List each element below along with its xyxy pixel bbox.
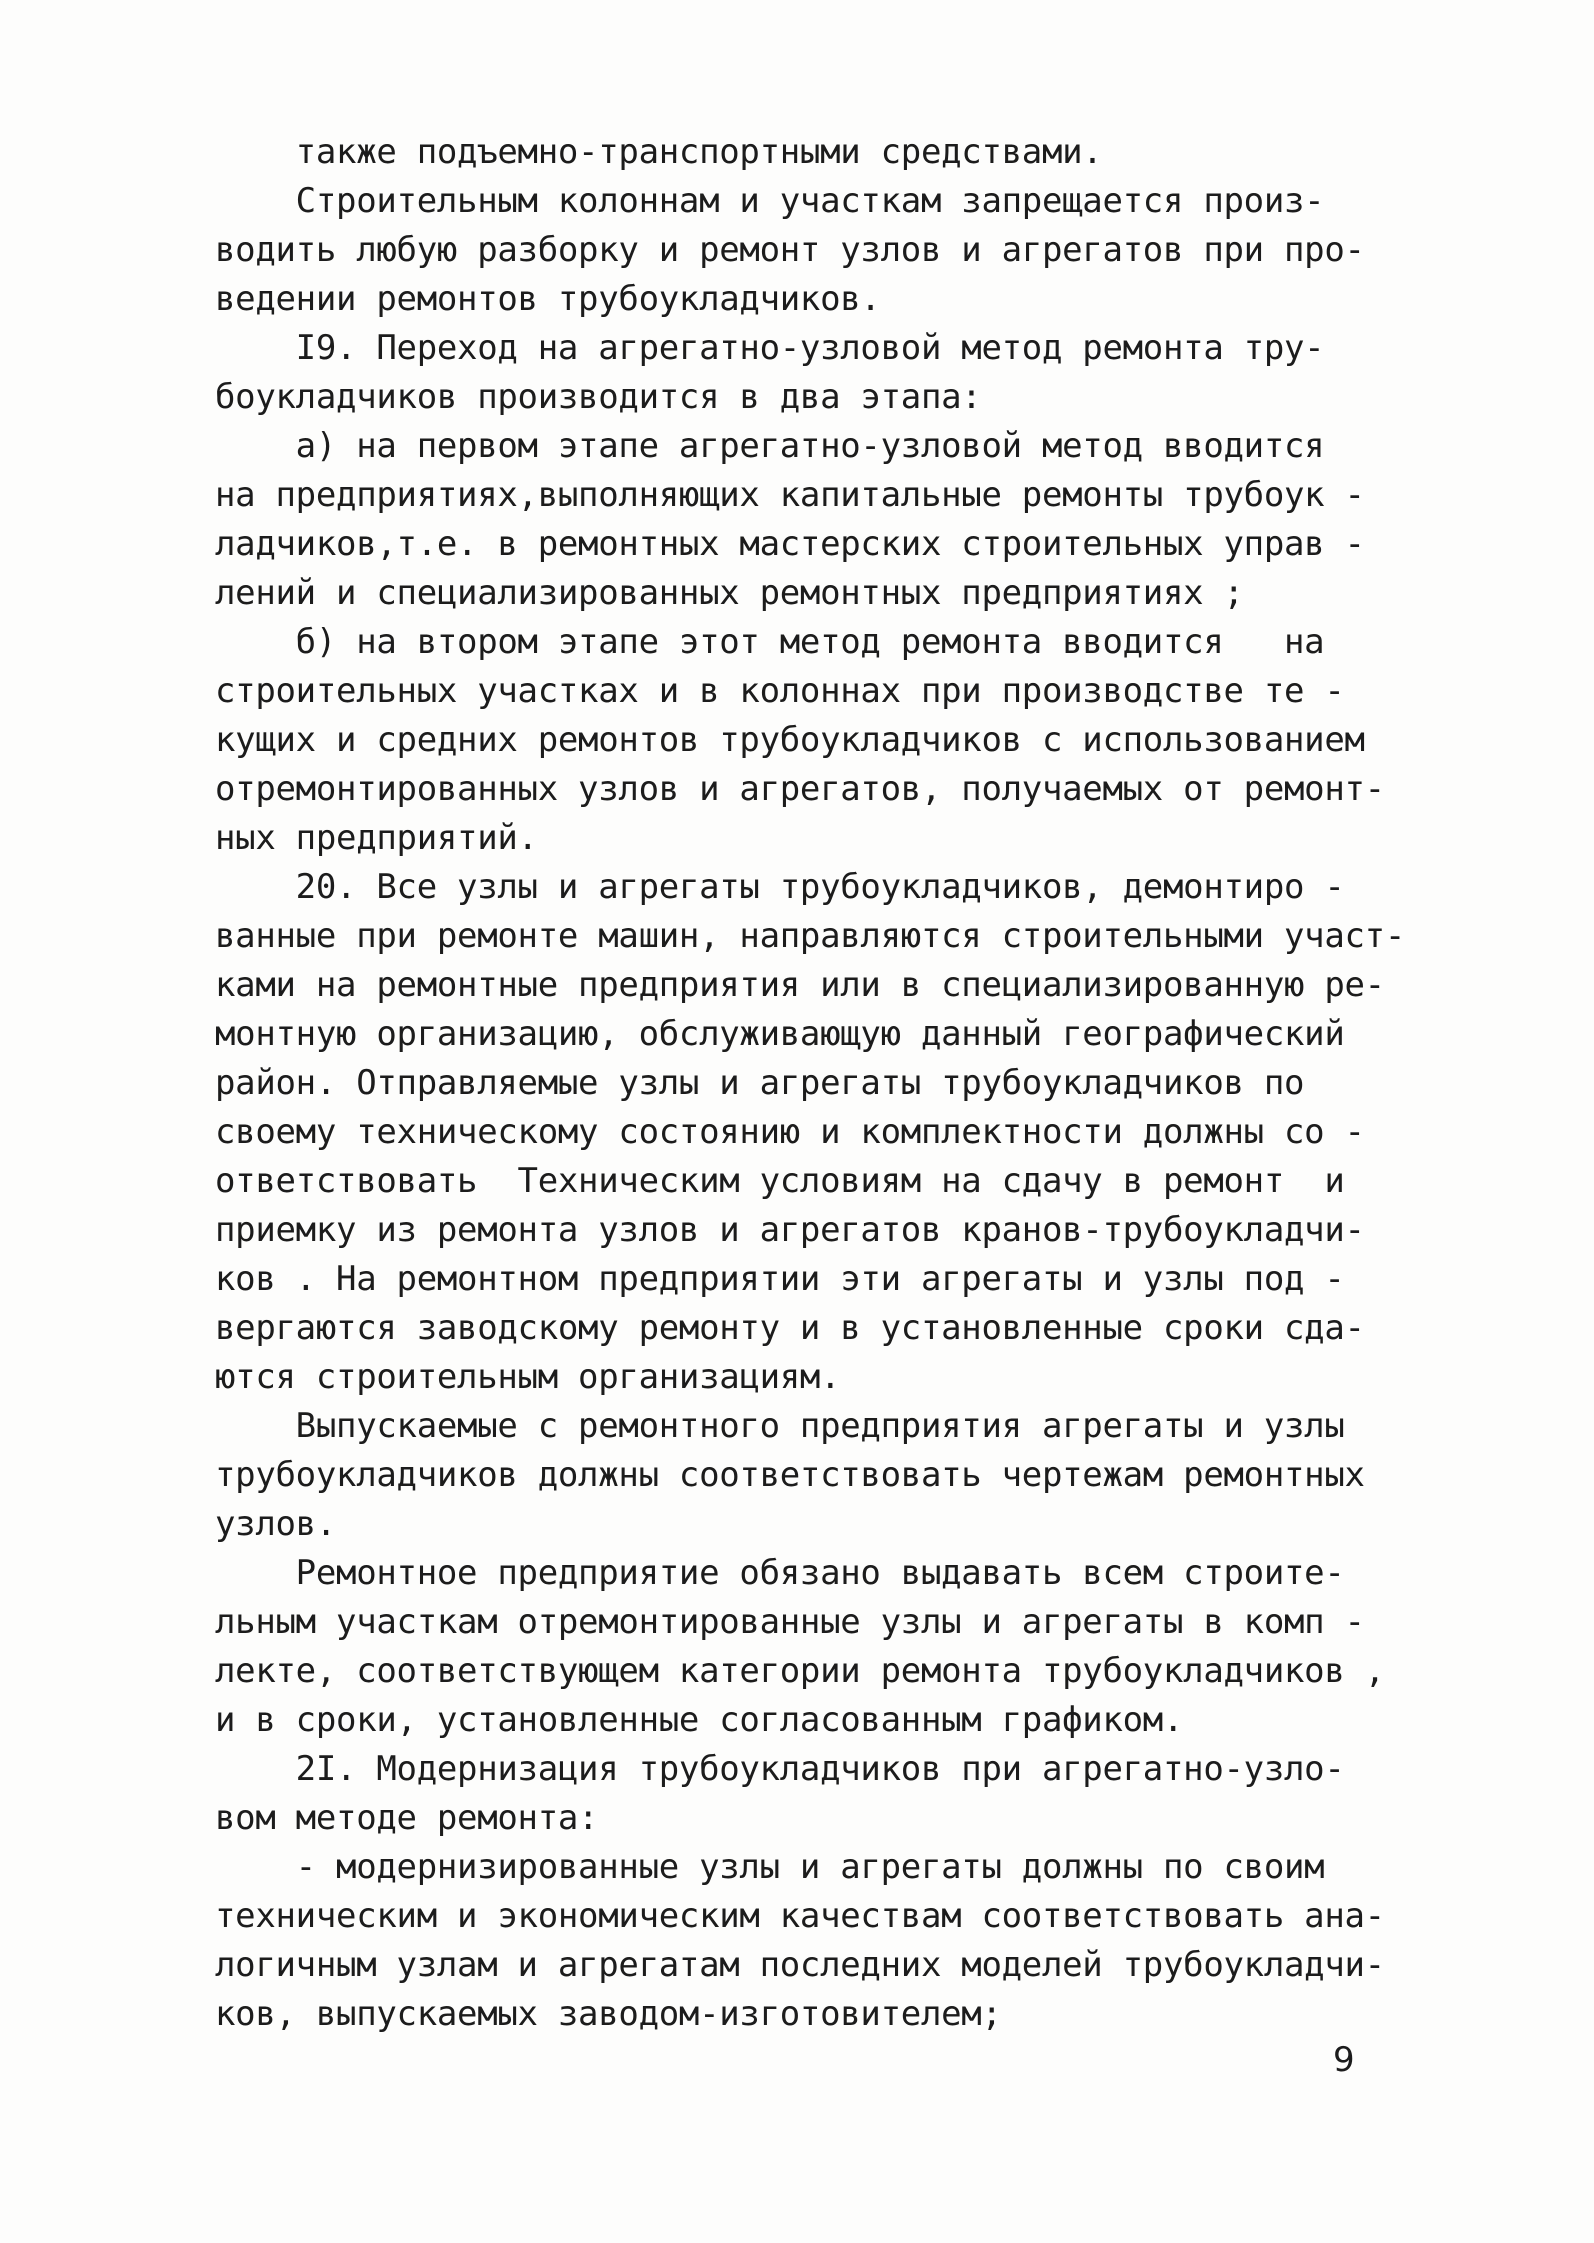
text-line: приемку из ремонта узлов и агрегатов кранов-трубоукладчи- <box>215 1210 1365 1250</box>
text-line: строительных участках и в колоннах при производстве те - <box>215 671 1345 711</box>
text-line: на предприятиях,выполняющих капитальные ремонты трубоук - <box>215 475 1365 515</box>
text-line: трубоукладчиков должны соответствовать чертежам ремонтных <box>215 1455 1365 1495</box>
text-line: также подъемно-транспортными средствами. <box>215 132 1103 172</box>
body-text <box>215 128 1406 2039</box>
text-line: лекте, соответствующем категории ремонта трубоукладчиков , <box>215 1651 1385 1691</box>
text-line: ных предприятий. <box>215 818 538 858</box>
text-line: вом методе ремонта: <box>215 1798 599 1838</box>
text-line: Строительным колоннам и участкам запрещается произ- <box>215 181 1325 221</box>
text-line: 2I. Модернизация трубоукладчиков при агрегатно-узло- <box>215 1749 1345 1789</box>
text-line: ответствовать Техническим условиям на сдачу в ремонт и <box>215 1161 1345 1201</box>
text-line: б) на втором этапе этот метод ремонта вводится на <box>215 622 1325 662</box>
text-line: и в сроки, установленные согласованным графиком. <box>215 1700 1184 1740</box>
text-line: ками на ремонтные предприятия или в специализированную ре- <box>215 965 1385 1005</box>
text-line: ладчиков,т.е. в ремонтных мастерских строительных управ - <box>215 524 1365 564</box>
text-line: льным участкам отремонтированные узлы и агрегаты в комп - <box>215 1602 1365 1642</box>
text-line: район. Отправляемые узлы и агрегаты трубоукладчиков по <box>215 1063 1305 1103</box>
page-number: 9 <box>1333 2040 1355 2080</box>
text-line: Ремонтное предприятие обязано выдавать всем строите- <box>215 1553 1345 1593</box>
text-line: ков . На ремонтном предприятии эти агрегаты и узлы под - <box>215 1259 1345 1299</box>
text-line: боукладчиков производится в два этапа: <box>215 377 982 417</box>
text-line: а) на первом этапе агрегатно-узловой метод вводится <box>215 426 1325 466</box>
text-line: - модернизированные узлы и агрегаты должны по своим <box>215 1847 1325 1887</box>
text-line: своему техническому состоянию и комплектности должны со - <box>215 1112 1365 1152</box>
text-line: логичным узлам и агрегатам последних моделей трубоукладчи- <box>215 1945 1385 1985</box>
text-line: ванные при ремонте машин, направляются строительными участ- <box>215 916 1406 956</box>
text-line: монтную организацию, обслуживающую данный географический <box>215 1014 1345 1054</box>
text-line: 20. Все узлы и агрегаты трубоукладчиков, демонтиро - <box>215 867 1345 907</box>
text-line: узлов. <box>215 1504 337 1544</box>
text-line: ются строительным организациям. <box>215 1357 841 1397</box>
text-line: отремонтированных узлов и агрегатов, получаемых от ремонт- <box>215 769 1385 809</box>
text-line: лений и специализированных ремонтных предприятиях ; <box>215 573 1244 613</box>
text-line: вергаются заводскому ремонту и в установленные сроки сда- <box>215 1308 1365 1348</box>
text-line: водить любую разборку и ремонт узлов и агрегатов при про- <box>215 230 1365 270</box>
text-line: Выпускаемые с ремонтного предприятия агрегаты и узлы <box>215 1406 1345 1446</box>
text-line: I9. Переход на агрегатно-узловой метод ремонта тру- <box>215 328 1325 368</box>
text-line: техническим и экономическим качествам соответствовать ана- <box>215 1896 1385 1936</box>
text-line: ков, выпускаемых заводом-изготовителем; <box>215 1994 1002 2034</box>
text-line: ведении ремонтов трубоукладчиков. <box>215 279 881 319</box>
text-line: кущих и средних ремонтов трубоукладчиков с использованием <box>215 720 1365 760</box>
